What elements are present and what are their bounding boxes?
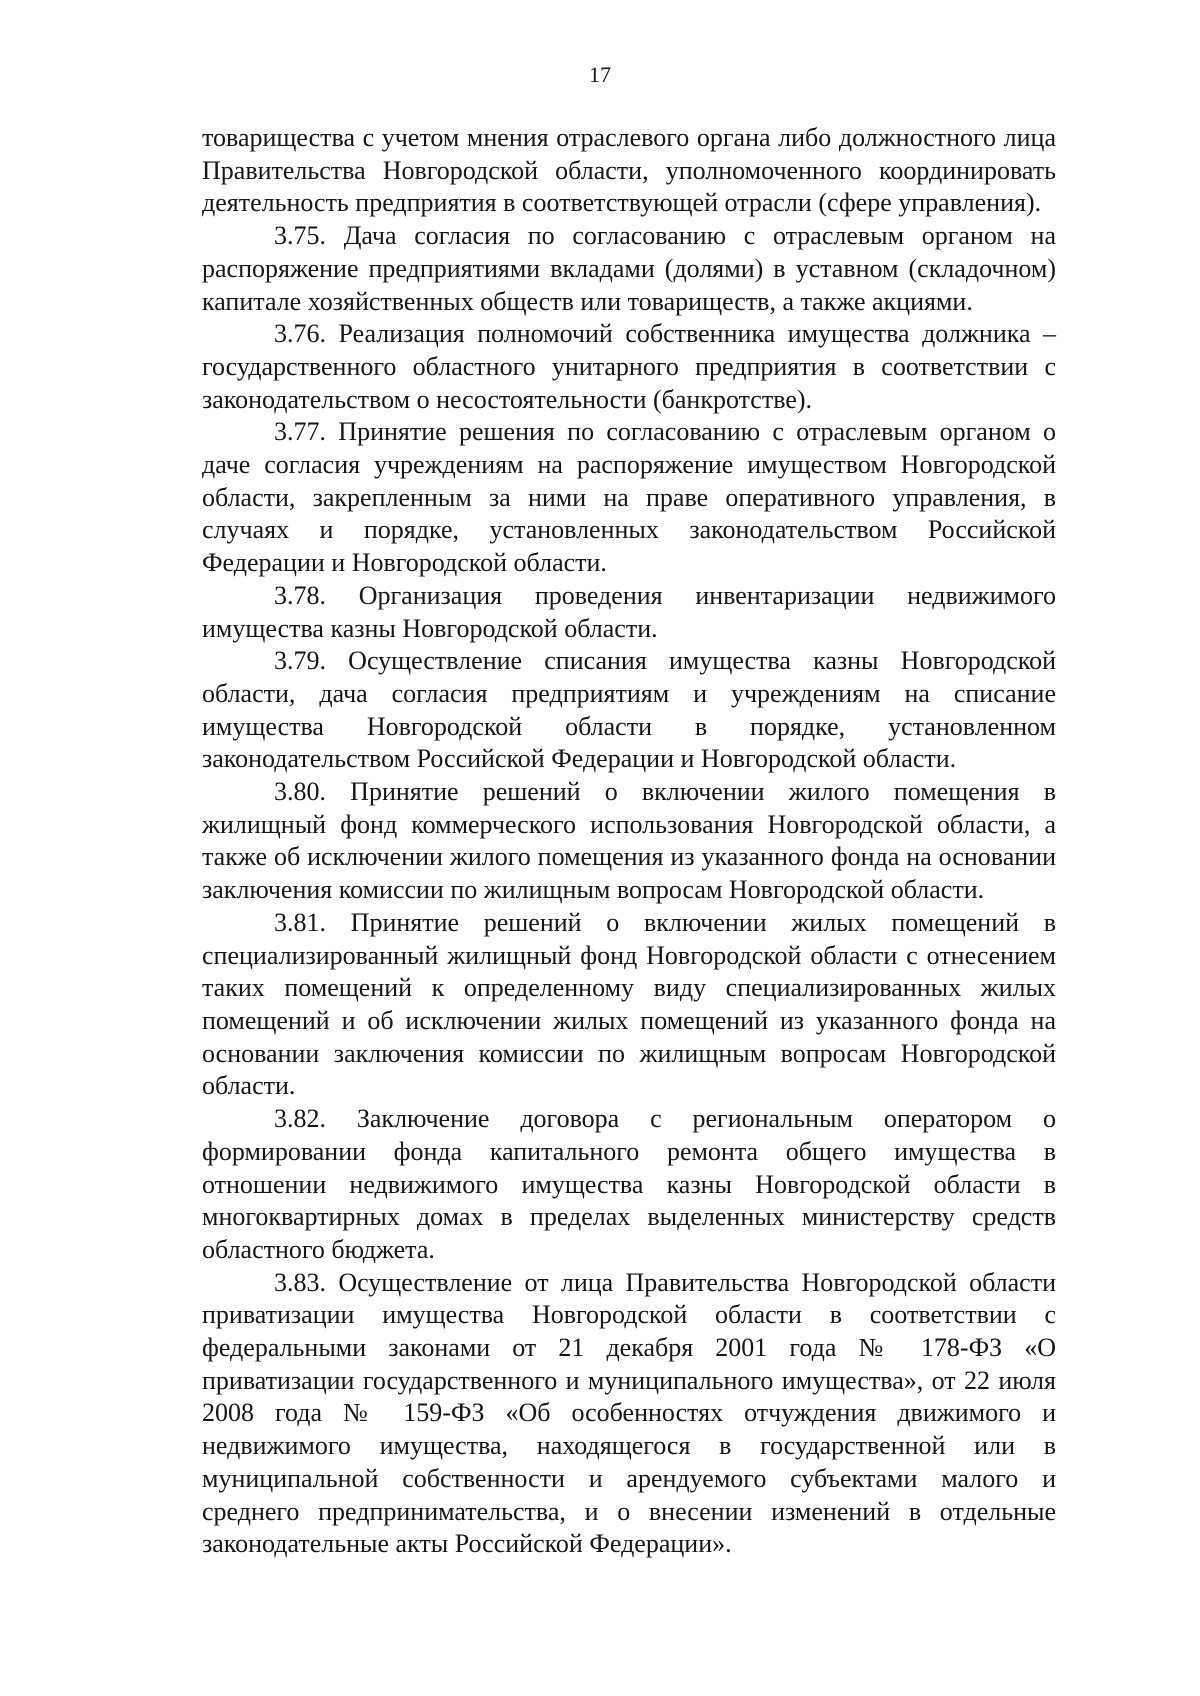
paragraph-3-78: 3.78. Организация проведения инвентаризации недвижимого имущества казны Новгородской области. xyxy=(202,580,1056,643)
paragraph-3-76: 3.76. Реализация полномочий собственника имущества должника – государственного областного унитарного предприятия в соответствии с законодательством о несостоятельности (банкротстве). xyxy=(202,319,1056,414)
paragraph-3-77: 3.77. Принятие решения по согласованию с отраслевым органом о даче согласия учреждениям на распоряжение имуществом Новгородской области, закрепленным за ними на праве оперативного управления, в случаях и порядке, установленных законодательством Российской Федерации и Новгородской области. xyxy=(202,417,1056,578)
document-body xyxy=(202,122,1056,1561)
paragraph-3-82: 3.82. Заключение договора с региональным оператором о формировании фонда капитального ремонта общего имущества в отношении недвижимого имущества казны Новгородской области в многоквартирных домах в пределах выделенных министерству средств областного бюджета. xyxy=(202,1104,1056,1264)
paragraph-3-79: 3.79. Осуществление списания имущества казны Новгородской области, дача согласия предприятиям и учреждениям на списание имущества Новгородской области в порядке, установленном законодательством Российской Федерации и Новгородской области. xyxy=(202,646,1056,774)
paragraph-3-83: 3.83. Осуществление от лица Правительства Новгородской области приватизации имущества Новгородской области в соответствии с федеральными законами от 21 декабря 2001 года № 178-ФЗ «О приватизации государственного и муниципального имущества», от 22 июля 2008 года № 159-ФЗ «Об особенностях отчуждения движимого и недвижимого имущества, находящегося в государственной или в муниципальной собственности и арендуемого субъектами малого и среднего предпринимательства, и о внесении изменений в отдельные законодательные акты Российской Федерации». xyxy=(202,1267,1056,1559)
paragraph-3-81: 3.81. Принятие решений о включении жилых помещений в специализированный жилищный фонд Новгородской области с отнесением таких помещений к определенному виду специализированных жилых помещений и об исключении жилых помещений из указанного фонда на основании заключения комиссии по жилищным вопросам Новгородской области. xyxy=(202,907,1056,1101)
paragraph-3-80: 3.80. Принятие решений о включении жилого помещения в жилищный фонд коммерческого использования Новгородской области, а также об исключении жилого помещения из указанного фонда на основании заключения комиссии по жилищным вопросам Новгородской области. xyxy=(202,777,1056,905)
page-number: 17 xyxy=(589,62,611,87)
paragraph-3-75: 3.75. Дача согласия по согласованию с отраслевым органом на распоряжение предприятиями вкладами (долями) в уставном (складочном) капитале хозяйственных обществ или товариществ, а также акциями. xyxy=(202,221,1056,316)
paragraph-continuation: товарищества с учетом мнения отраслевого органа либо должностного лица Правительства Новгородской области, уполномоченного координировать деятельность предприятия в соответствующей отрасли (сфере управления). xyxy=(202,123,1056,218)
